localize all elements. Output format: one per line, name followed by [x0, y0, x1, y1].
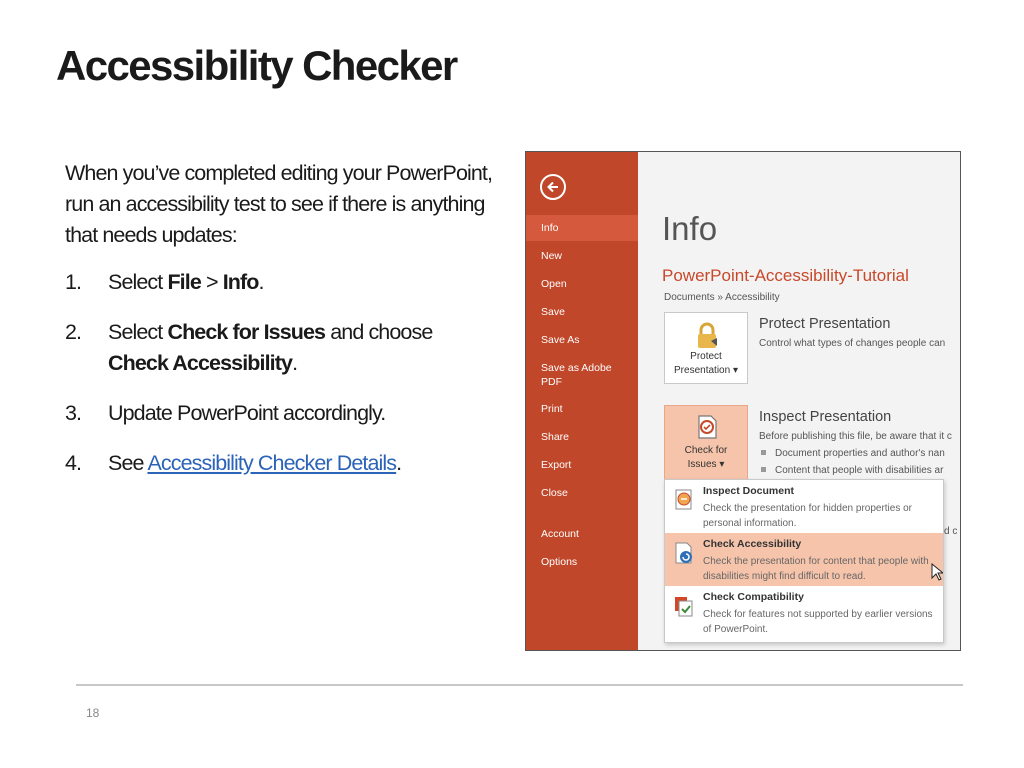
menu-item-desc: Check the presentation for content that people with disabilities might find difficult to read. [703, 556, 929, 582]
menu-item-desc: Check the presentation for hidden properties or personal information. [703, 503, 913, 529]
protect-presentation-desc: Control what types of changes people can [759, 338, 946, 349]
step-number: 1. [65, 270, 82, 294]
step-number: 3. [65, 401, 82, 425]
menu-item-desc: Check for features not supported by earlier versions of PowerPoint. [703, 609, 933, 635]
step-bold-file: File [167, 270, 201, 294]
inspect-presentation-desc: Before publishing this file, be aware that it c [759, 431, 952, 442]
step-text: > [200, 270, 223, 294]
inspect-bullet [761, 465, 943, 476]
backstage-nav [526, 152, 638, 650]
step-bold-check-accessibility: Check Accessibility [108, 351, 293, 375]
info-heading: Info [662, 210, 718, 247]
nav-item-share[interactable]: Share [541, 431, 570, 443]
menu-item-title: Check Compatibility [703, 591, 804, 603]
step-text: and choose [325, 320, 433, 344]
check-for-issues-button[interactable] [664, 405, 748, 481]
step-number: 4. [65, 451, 82, 475]
protect-presentation-button[interactable] [664, 312, 748, 384]
nav-item-account[interactable]: Account [541, 528, 579, 540]
menu-item-check-compatibility[interactable] [665, 586, 943, 639]
compatibility-icon [673, 594, 695, 623]
step-text: . [292, 351, 298, 375]
back-arrow-icon[interactable] [540, 174, 566, 200]
menu-item-check-accessibility[interactable] [665, 533, 943, 586]
nav-item-save[interactable]: Save [541, 306, 565, 318]
truncated-text: d c [944, 526, 958, 537]
tile-label: Check for [684, 445, 728, 456]
nav-item-options[interactable]: Options [541, 556, 578, 568]
nav-item-print[interactable]: Print [541, 403, 563, 415]
nav-item-save-as-adobe-pdf[interactable]: Save as Adobe PDF [541, 362, 612, 388]
step-2 [65, 317, 495, 379]
step-text: See [108, 451, 148, 475]
step-bold-check-for-issues: Check for Issues [167, 320, 326, 344]
page-number: 18 [86, 706, 100, 720]
footer-divider [76, 684, 963, 686]
slide-title: Accessibility Checker [56, 42, 457, 89]
tile-label: Presentation ▾ [674, 365, 738, 376]
step-text: Update PowerPoint accordingly. [108, 401, 386, 425]
step-text: . [258, 270, 264, 294]
document-title: PowerPoint-Accessibility-Tutorial [662, 266, 909, 285]
check-for-issues-menu [664, 479, 944, 643]
step-bold-info: Info [222, 270, 259, 294]
protect-presentation-title: Protect Presentation [759, 316, 891, 332]
inspect-presentation-title: Inspect Presentation [759, 409, 892, 425]
nav-item-close[interactable]: Close [541, 487, 568, 499]
step-text: . [396, 451, 402, 475]
tile-label: Protect [690, 351, 722, 362]
step-text: Select [108, 270, 168, 294]
accessibility-checker-details-link[interactable]: Accessibility Checker Details [147, 451, 397, 475]
powerpoint-info-screenshot [525, 151, 961, 651]
nav-item-save-as[interactable]: Save As [541, 334, 580, 346]
menu-item-title: Inspect Document [703, 485, 795, 497]
check-document-icon [696, 414, 718, 445]
nav-item-new[interactable]: New [541, 250, 563, 262]
intro-text: When you’ve completed editing your PowerPoint, run an accessibility test to see if there is anything that needs updates: [65, 161, 493, 247]
bullet-text: Content that people with disabilities ar [775, 465, 944, 476]
step-3 [65, 398, 495, 429]
accessibility-icon [673, 541, 695, 570]
step-1 [65, 267, 495, 298]
inspect-bullet [761, 448, 945, 459]
bullet-text: Document properties and author's nan [775, 448, 945, 459]
step-number: 2. [65, 320, 82, 344]
slide-body [65, 158, 495, 498]
step-4 [65, 448, 495, 479]
mouse-cursor-icon [931, 563, 943, 586]
menu-item-title: Check Accessibility [703, 538, 802, 550]
nav-item-export[interactable]: Export [541, 459, 572, 471]
nav-item-info[interactable]: Info [526, 215, 638, 241]
menu-item-inspect-document[interactable] [665, 480, 943, 533]
nav-item-open[interactable]: Open [541, 278, 567, 290]
step-text: Select [108, 320, 168, 344]
tile-label: Issues ▾ [687, 459, 725, 470]
breadcrumb: Documents » Accessibility [664, 292, 780, 303]
inspect-document-icon [673, 488, 695, 517]
steps-list [65, 267, 495, 479]
